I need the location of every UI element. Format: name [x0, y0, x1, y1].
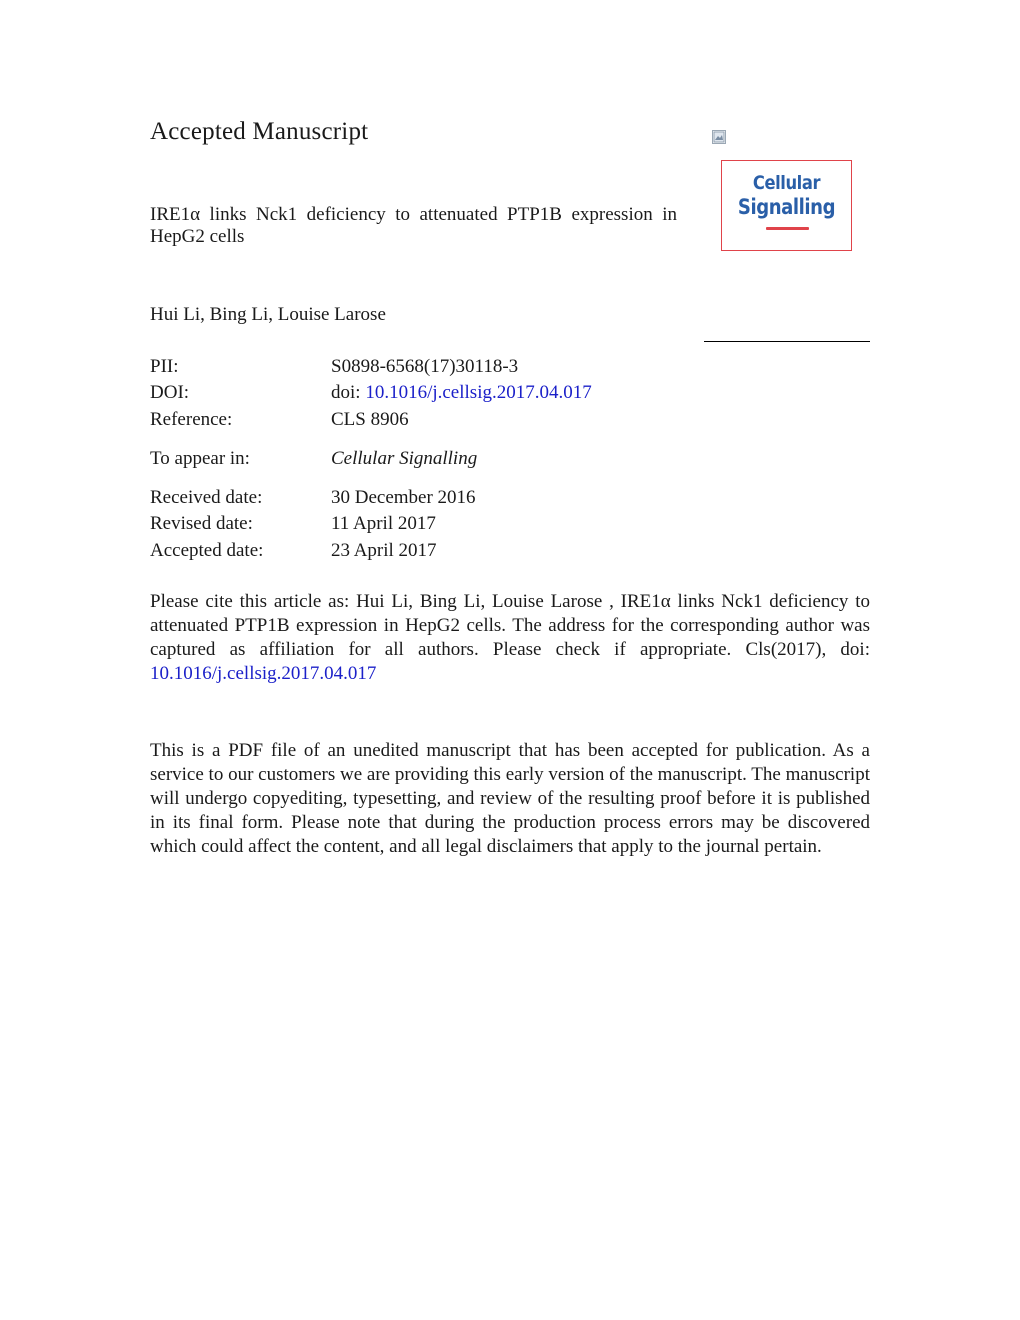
received-date-label: Received date:: [150, 487, 263, 508]
disclaimer-paragraph: This is a PDF file of an unedited manuscript that has been accepted for publication. As a service to our customers we are providing this early version of the manuscript. The manuscript will undergo copyediting, typesetting, and review of the resulting proof before it is published in its final form. Please note that during the production process errors may be discovered which could affect the content, and all legal disclaimers that apply to the journal pertain.: [150, 740, 870, 857]
citation-doi-link[interactable]: 10.1016/j.cellsig.2017.04.017: [150, 663, 377, 684]
journal-logo-accent: [766, 227, 809, 230]
divider: [704, 341, 870, 342]
citation-paragraph: [150, 590, 870, 686]
doi-value: [331, 382, 592, 404]
received-date-value: 30 December 2016: [331, 487, 476, 508]
author-list: Hui Li, Bing Li, Louise Larose: [150, 304, 386, 325]
journal-cover-logo[interactable]: [721, 160, 852, 251]
journal-logo-line1: Cellular: [752, 172, 821, 194]
pii-label: PII:: [150, 356, 179, 377]
appear-in-label: To appear in:: [150, 448, 250, 469]
doi-label: DOI:: [150, 382, 190, 403]
doi-link[interactable]: 10.1016/j.cellsig.2017.04.017: [365, 382, 592, 403]
article-title: IRE1α links Nck1 deficiency to attenuated PTP1B expression in HepG2 cells: [150, 204, 677, 247]
journal-name: Cellular Signalling: [331, 448, 478, 469]
pii-value: S0898-6568(17)30118-3: [331, 356, 519, 377]
revised-date-value: 11 April 2017: [331, 513, 436, 534]
accepted-date-label: Accepted date:: [150, 540, 264, 561]
accepted-date-value: 23 April 2017: [331, 540, 437, 561]
doi-prefix: doi:: [331, 382, 366, 403]
page-heading: Accepted Manuscript: [150, 118, 369, 145]
cover-image-icon[interactable]: [712, 130, 726, 144]
reference-label: Reference:: [150, 409, 233, 430]
journal-logo-line2: Signalling: [737, 195, 836, 219]
revised-date-label: Revised date:: [150, 513, 253, 534]
reference-value: CLS 8906: [331, 409, 409, 430]
citation-text: Please cite this article as: Hui Li, Bing Li, Louise Larose , IRE1α links Nck1 deficiency to attenuated PTP1B expression in HepG2 cells. The address for the corresponding author was captured as affiliation for all authors. Please check if appropriate. Cls(2017), doi:: [150, 591, 870, 660]
